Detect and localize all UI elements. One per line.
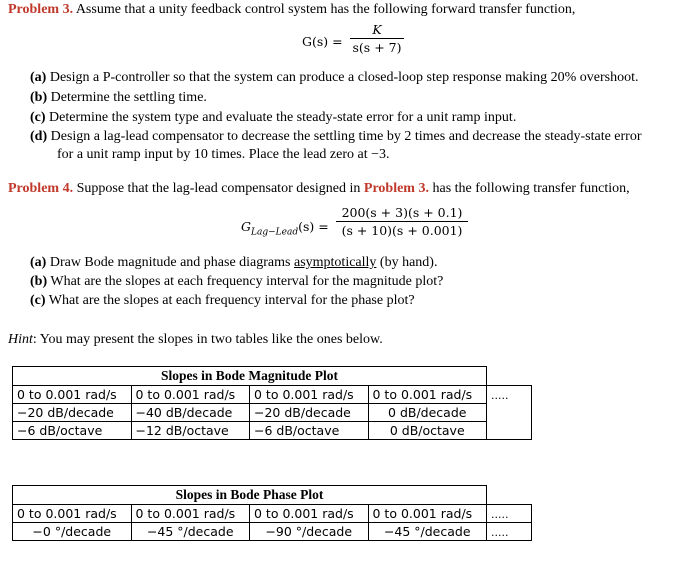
mag-dots-cell [487, 386, 532, 440]
p4-item-b-text: What are the slopes at each frequency interval for the magnitude plot? [50, 274, 444, 289]
p3-numerator: K [350, 22, 404, 39]
phase-dots-2: ..... [491, 526, 509, 539]
problem-4-intro [8, 181, 630, 197]
p3-item-d-cont: for a unit ramp input by 10 times. Place the lead zero at −3. [57, 147, 390, 162]
p3-item-c-label: (c) [30, 110, 46, 125]
p4-item-a [30, 255, 437, 271]
p4-item-b [30, 274, 443, 290]
p4-denominator: (s + 10)(s + 0.001) [341, 223, 463, 238]
phase-table-title: Slopes in Bode Phase Plot [13, 486, 487, 505]
phase-cell: 0 to 0.001 rad/s [13, 505, 132, 523]
hint-text: : You may present the slopes in two tables like the ones below. [32, 332, 383, 347]
problem-3-intro [8, 2, 575, 18]
p4-lhs-rest: (s) = [298, 219, 329, 234]
mag-cell: −12 dB/octave [131, 422, 250, 440]
p3-item-d-label: (d) [30, 129, 48, 144]
mag-cell: −6 dB/octave [13, 422, 132, 440]
p4-item-c-text: What are the slopes at each frequency interval for the phase plot? [48, 293, 415, 308]
mag-cell: −40 dB/decade [131, 404, 250, 422]
p3-item-b [30, 90, 207, 106]
p4-transfer-fraction [336, 205, 468, 238]
problem-3-intro-text: Assume that a unity feedback control system has the following forward transfer function, [75, 2, 576, 17]
p4-item-c-label: (c) [30, 293, 46, 308]
problem-4-ref: Problem 3. [363, 181, 429, 196]
phase-dots-1: ..... [491, 508, 509, 521]
mag-cell: −6 dB/octave [250, 422, 369, 440]
mag-dots: ..... [491, 389, 509, 402]
magnitude-slopes-table [12, 366, 532, 440]
p4-item-b-label: (b) [30, 274, 48, 289]
problem-4-intro-a: Suppose that the lag-lead compensator designed in [76, 181, 361, 196]
mag-cell: −20 dB/decade [13, 404, 132, 422]
mag-cell: 0 to 0.001 rad/s [131, 386, 250, 404]
mag-cell: −20 dB/decade [250, 404, 369, 422]
p3-item-b-text: Determine the settling time. [50, 90, 207, 105]
p4-item-a-post: (by hand). [379, 255, 438, 270]
p3-denominator: s(s + 7) [352, 40, 402, 55]
phase-cell: −45 °/decade [131, 523, 250, 541]
p3-item-c [30, 110, 516, 126]
p4-numerator: 200(s + 3)(s + 0.1) [336, 205, 468, 222]
mag-cell: 0 dB/decade [368, 404, 487, 422]
problem-4-heading: Problem 4. [8, 181, 74, 196]
p4-item-c [30, 293, 415, 309]
mag-cell: 0 to 0.001 rad/s [13, 386, 132, 404]
phase-dots-cell [487, 505, 532, 523]
p3-transfer-fraction [350, 22, 404, 55]
p3-item-d-text: Design a lag-lead compensator to decrease the settling time by 2 times and decrease the steady-state error [50, 129, 642, 144]
p4-item-a-pre: Draw Bode magnitude and phase diagrams [49, 255, 291, 270]
p3-item-a-text: Design a P-controller so that the system can produce a closed-loop step response making 20% overshoot. [49, 70, 639, 85]
phase-cell: 0 to 0.001 rad/s [131, 505, 250, 523]
p3-item-b-label: (b) [30, 90, 48, 105]
p4-item-a-label: (a) [30, 255, 47, 270]
hint-line [8, 332, 383, 348]
magnitude-table-title: Slopes in Bode Magnitude Plot [13, 367, 487, 386]
mag-cell: 0 dB/octave [368, 422, 487, 440]
problem-3-heading: Problem 3. [8, 2, 74, 17]
p3-item-a-label: (a) [30, 70, 47, 85]
p4-lhs-sub: Lag−Lead [251, 227, 299, 238]
problem-4-intro-b: has the following transfer function, [432, 181, 630, 196]
mag-cell: 0 to 0.001 rad/s [368, 386, 487, 404]
phase-cell: 0 to 0.001 rad/s [250, 505, 369, 523]
phase-cell: −90 °/decade [250, 523, 369, 541]
p4-lhs-g: G [241, 219, 251, 234]
hint-label: Hint [8, 332, 33, 347]
p3-item-c-text: Determine the system type and evaluate the steady-state error for a unit ramp input. [49, 110, 517, 125]
phase-dots-cell [487, 523, 532, 541]
p3-item-a [30, 70, 638, 86]
p3-transfer-lhs: G(s) = [302, 34, 343, 49]
p3-item-d [30, 129, 642, 145]
p4-item-a-underlined: asymptotically [293, 255, 377, 270]
p4-transfer-lhs [241, 219, 329, 238]
mag-cell: 0 to 0.001 rad/s [250, 386, 369, 404]
phase-slopes-table [12, 485, 532, 541]
phase-cell: 0 to 0.001 rad/s [368, 505, 487, 523]
phase-cell: −45 °/decade [368, 523, 487, 541]
phase-cell: −0 °/decade [13, 523, 132, 541]
